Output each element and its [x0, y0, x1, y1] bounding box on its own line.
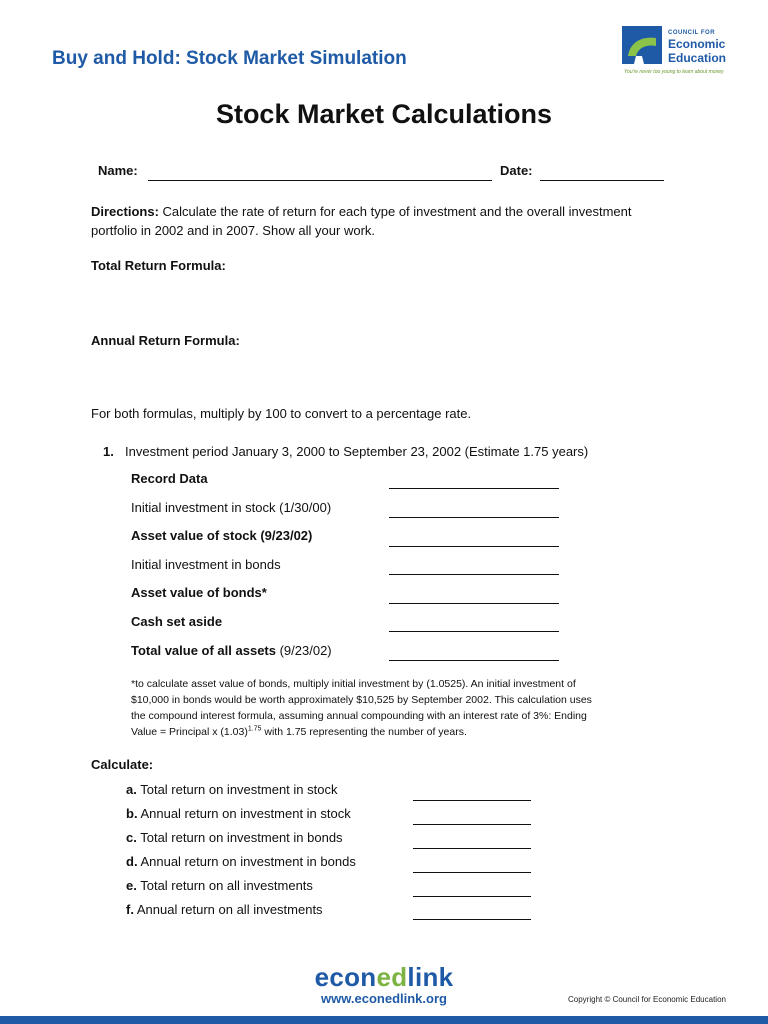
calc-answer-line[interactable] [413, 848, 531, 849]
calc-item: f. Annual return on all investments [126, 902, 323, 917]
directions-label: Directions: [91, 204, 159, 219]
cee-logo [622, 26, 732, 78]
calc-answer-line[interactable] [413, 824, 531, 825]
page-title: Stock Market Calculations [215, 99, 553, 129]
date-label: Date: [500, 163, 533, 178]
calc-item: c. Total return on investment in bonds [126, 830, 343, 845]
calc-item: a. Total return on investment in stock [126, 782, 338, 797]
footer-bar [0, 1016, 768, 1024]
question-text: Investment period January 3, 2000 to September 23, 2002 (Estimate 1.75 years) [125, 444, 589, 459]
footnote-line: the compound interest formula, assuming annual compounding with an interest rate of 3%: Ending [131, 710, 587, 722]
calc-answer-line[interactable] [413, 872, 531, 873]
cee-logo-icon [622, 26, 662, 72]
header-title: Buy and Hold: Stock Market Simulation [52, 48, 407, 69]
copyright: Copyright © Council for Economic Education [568, 995, 726, 1004]
calc-answer-line[interactable] [413, 800, 531, 801]
record-label: Initial investment in stock (1/30/00) [131, 500, 332, 515]
annual-return-formula-label: Annual Return Formula: [91, 333, 240, 348]
directions [91, 202, 711, 240]
record-label: Asset value of stock (9/23/02) [131, 528, 313, 543]
record-line[interactable] [389, 517, 559, 518]
record-line[interactable] [389, 488, 559, 489]
record-line[interactable] [389, 546, 559, 547]
footnote-exponent: 1.75 [247, 725, 262, 733]
bond-footnote [131, 676, 651, 740]
logo-tagline: You're never too young to learn about money [624, 69, 724, 75]
calc-answer-line[interactable] [413, 919, 531, 920]
logo-line1: COUNCIL FOR [668, 30, 716, 36]
calc-item: d. Annual return on investment in bonds [126, 854, 356, 869]
name-field[interactable] [148, 180, 492, 181]
record-line[interactable] [389, 603, 559, 604]
total-assets-date: (9/23/02) [275, 643, 332, 658]
calc-item: e. Total return on all investments [126, 878, 313, 893]
calc-answer-line[interactable] [413, 896, 531, 897]
footnote-line: $10,000 in bonds would be worth approximately $10,525 by September 2002. This calculation uses [131, 694, 592, 706]
calculate-heading: Calculate: [91, 757, 154, 772]
logo-line2: Economic [668, 37, 726, 51]
total-assets-label: Total value of all assets [131, 643, 276, 658]
econedlink-logo: econedlink [314, 962, 454, 992]
total-return-formula-label: Total Return Formula: [91, 258, 226, 273]
logo-line3: Education [668, 51, 727, 65]
calc-item: b. Annual return on investment in stock [126, 806, 351, 821]
record-label: Asset value of bonds* [131, 585, 267, 600]
name-label: Name: [98, 163, 138, 178]
record-label: Cash set aside [131, 614, 223, 629]
footnote-line: Value = Principal x $(1.03)^{1.75}$ with 1.75 representing the number of years. [131, 725, 467, 738]
econedlink-url[interactable]: www.econedlink.org [321, 991, 447, 1006]
record-line[interactable] [389, 574, 559, 575]
directions-text-2: portfolio in 2002 and in 2007. Show all your work. [91, 223, 376, 238]
directions-text: Calculate the rate of return for each type of investment and the overall investment [158, 204, 632, 219]
question-number: 1. [103, 444, 114, 459]
record-line[interactable] [389, 631, 559, 632]
record-label [131, 643, 332, 658]
date-field[interactable] [540, 180, 664, 181]
formula-note: For both formulas, multiply by 100 to convert to a percentage rate. [91, 406, 472, 421]
record-label: Initial investment in bonds [131, 557, 281, 572]
record-line[interactable] [389, 660, 559, 661]
record-data-heading: Record Data [131, 471, 208, 486]
footnote-line: *to calculate asset value of bonds, multiply initial investment by (1.0525). An initial investment of [131, 678, 576, 690]
